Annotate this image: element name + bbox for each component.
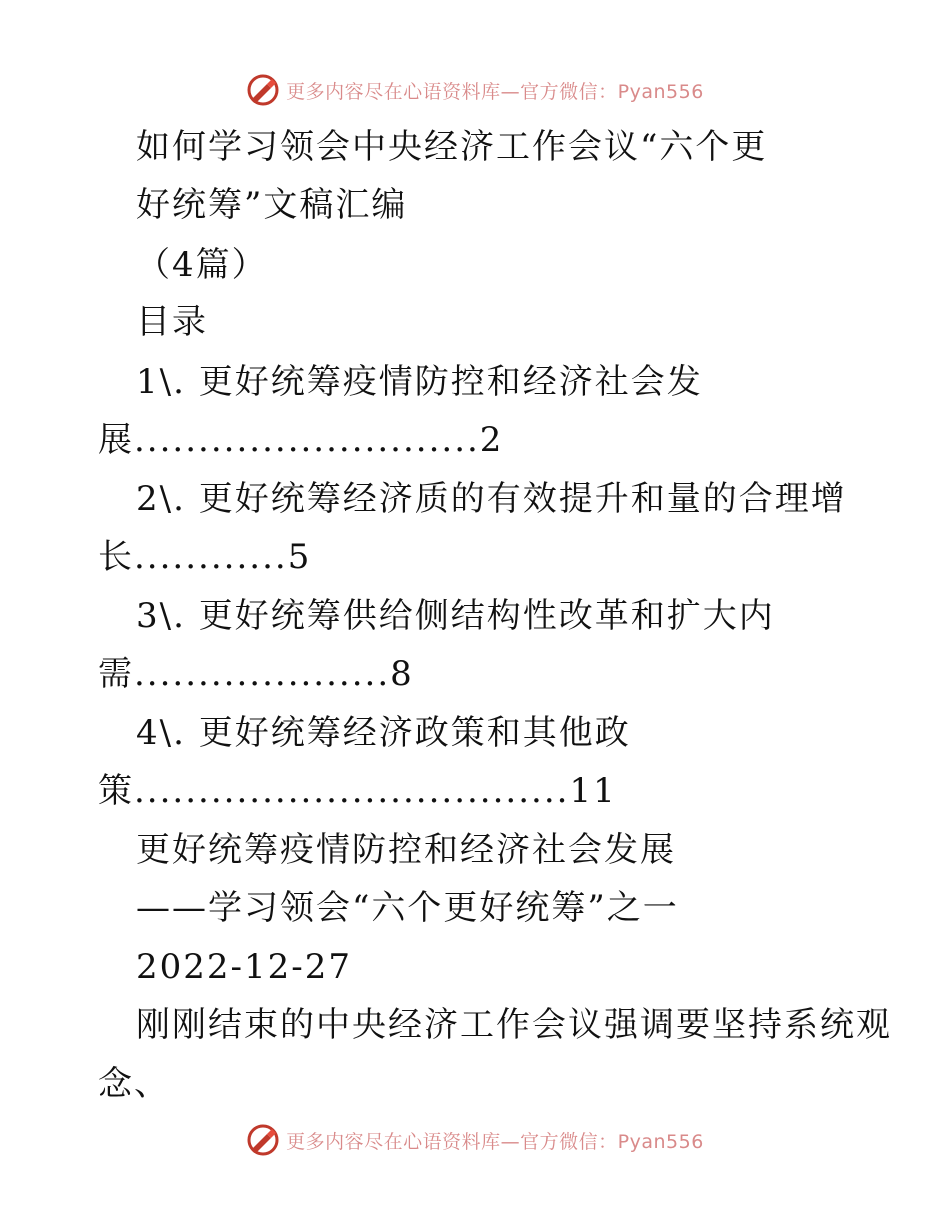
toc-entry-3-lead: 3\. 更好统筹供给侧结构性改革和扩大内 xyxy=(136,596,775,636)
body-text-line-1: 刚刚结束的中央经济工作会议强调要坚持系统观 xyxy=(136,1005,892,1045)
article-subtitle: ——学习领会“六个更好统筹”之一 xyxy=(136,888,679,928)
document-title-line-2: 好统筹”文稿汇编 xyxy=(136,185,408,225)
footer-watermark xyxy=(0,1120,950,1160)
article-title: 更好统筹疫情防控和经济社会发展 xyxy=(136,830,676,870)
pen-logo-icon xyxy=(246,73,280,107)
document-title-line-1: 如何学习领会中央经济工作会议“六个更 xyxy=(136,127,768,167)
toc-entry-1-tail: 展...........................2 xyxy=(98,420,504,460)
toc-entry-2-lead: 2\. 更好统筹经济质的有效提升和量的合理增 xyxy=(136,479,847,519)
toc-entry-4-tail: 策..................................11 xyxy=(98,771,617,811)
toc-entry-1-lead: 1\. 更好统筹疫情防控和经济社会发 xyxy=(136,362,703,402)
toc-entry-3-tail: 需....................8 xyxy=(98,654,414,694)
toc-entry-2-tail: 长............5 xyxy=(98,537,312,577)
watermark-text: 更多内容尽在心语资料库—官方微信：Pyan556 xyxy=(286,1130,704,1153)
document-count: （4篇） xyxy=(136,245,268,285)
toc-entry-4-lead: 4\. 更好统筹经济政策和其他政 xyxy=(136,713,631,753)
body-text-line-2: 念、 xyxy=(98,1064,170,1104)
toc-heading: 目录 xyxy=(136,302,208,342)
watermark-text: 更多内容尽在心语资料库—官方微信：Pyan556 xyxy=(286,80,704,103)
article-date: 2022-12-27 xyxy=(136,947,353,987)
pen-logo-icon xyxy=(246,1123,280,1157)
header-watermark xyxy=(0,70,950,110)
